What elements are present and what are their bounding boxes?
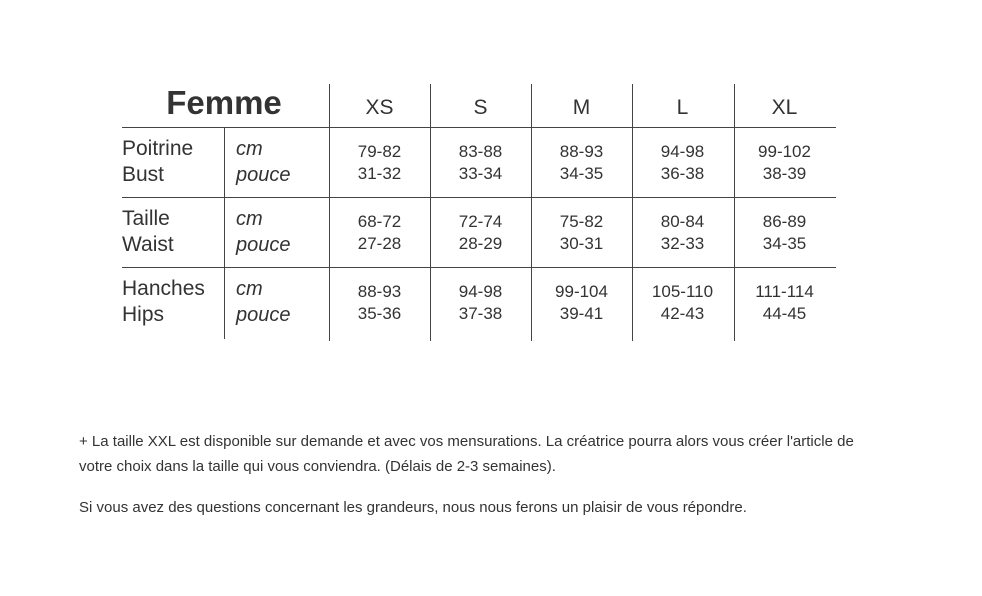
row-divider [122,267,836,268]
measure-label [122,276,205,328]
value-inch: 39-41 [559,304,604,323]
size-cell [430,281,531,325]
size-cell [734,211,835,255]
unit-cm: cm [236,138,263,160]
value-inch: 30-31 [559,234,604,253]
value-cm: 80-84 [660,212,705,231]
size-cell [632,281,733,325]
value-cm: 79-82 [357,142,402,161]
size-header-s: S [473,96,488,119]
size-cell [531,281,632,325]
measure-label-en: Hips [122,303,165,326]
value-cm: 88-93 [357,282,402,301]
size-header-xs: XS [365,96,394,119]
unit-inch: pouce [236,234,291,256]
value-inch: 34-35 [762,234,807,253]
size-cell [329,141,430,185]
value-cm: 99-104 [555,282,608,301]
measure-label-en: Waist [122,233,174,256]
value-inch: 33-34 [458,164,503,183]
unit-labels [236,206,291,258]
questions-note: Si vous avez des questions concernant les grandeurs, nous nous ferons un plaisir de vous répondre. [79,499,747,516]
row-divider [122,197,836,198]
label-unit-divider [224,127,225,339]
value-cm: 83-88 [458,142,503,161]
value-inch: 34-35 [559,164,604,183]
value-cm: 72-74 [458,212,503,231]
size-cell [531,211,632,255]
value-inch: 32-33 [660,234,705,253]
unit-cm: cm [236,278,263,300]
size-cell [531,141,632,185]
size-header-m: M [572,96,591,119]
value-inch: 28-29 [458,234,503,253]
value-inch: 36-38 [660,164,705,183]
value-cm: 99-102 [758,142,811,161]
size-header-xl: XL [771,96,798,119]
value-inch: 44-45 [762,304,807,323]
size-cell [632,211,733,255]
unit-labels [236,276,291,328]
unit-cm: cm [236,208,263,230]
size-cell [734,141,835,185]
value-cm: 105-110 [651,282,714,301]
size-cell [329,211,430,255]
size-cell [734,281,835,325]
value-cm: 75-82 [559,212,604,231]
size-header-l: L [676,96,689,119]
value-inch: 38-39 [762,164,807,183]
size-cell [430,141,531,185]
value-inch: 37-38 [458,304,503,323]
xxl-note: + La taille XXL est disponible sur demande et avec vos mensurations. La créatrice pourra alors vous créer l'article de votre choix dans la taille qui vous conviendra. (Délais de 2-3 semaines). [79,433,854,475]
chart-title: Femme [166,84,282,121]
size-cell [632,141,733,185]
unit-inch: pouce [236,164,291,186]
measure-label [122,136,193,188]
value-cm: 88-93 [559,142,604,161]
unit-inch: pouce [236,304,291,326]
unit-labels [236,136,291,188]
row-divider [122,127,836,128]
measure-label-fr: Hanches [122,277,205,300]
size-cell [430,211,531,255]
value-inch: 27-28 [357,234,402,253]
value-cm: 94-98 [458,282,503,301]
value-inch: 42-43 [660,304,705,323]
measure-label-en: Bust [122,163,165,186]
value-cm: 94-98 [660,142,705,161]
value-inch: 31-32 [357,164,402,183]
measure-label [122,206,174,258]
notes [79,429,889,520]
value-cm: 68-72 [357,212,402,231]
value-inch: 35-36 [357,304,402,323]
measure-label-fr: Taille [122,207,170,230]
value-cm: 86-89 [762,212,807,231]
size-cell [329,281,430,325]
value-cm: 111-114 [755,282,814,301]
measure-label-fr: Poitrine [122,137,194,160]
